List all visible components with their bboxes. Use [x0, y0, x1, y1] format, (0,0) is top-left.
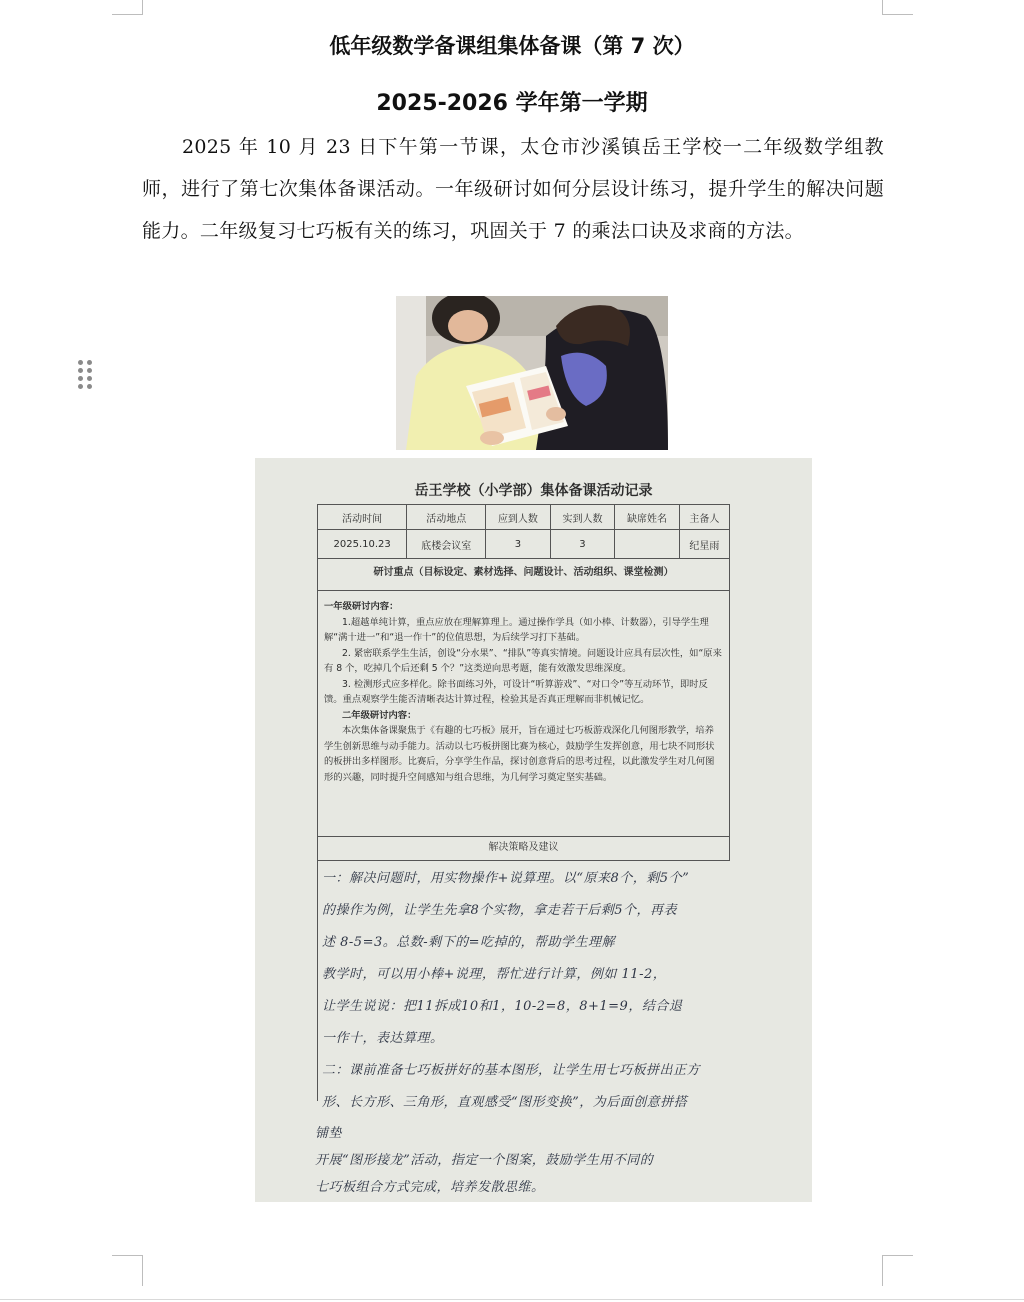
grade1-item: 2. 紧密联系学生生活，创设“分水果”、“排队”等真实情境。问题设计应具有层次性，如“原来有 8 个，吃掉几个后还剩 5 个？”这类逆向思考题，能有效激发思维深度。: [324, 647, 722, 674]
focus-header: 研讨重点（目标设定、素材选择、问题设计、活动组织、课堂检测）: [373, 567, 674, 578]
document-subtitle: 2025-2026 学年第一学期: [376, 91, 648, 116]
handwritten-line: 的操作为例，让学生先拿8个实物，拿走若干后剩5个，再表: [322, 903, 678, 918]
table-cell: 纪星雨: [679, 530, 729, 559]
handwritten-line: 教学时，可以用小棒+说理，帮忙进行计算，例如 11-2，: [322, 967, 667, 982]
grade2-heading: 二年级研讨内容：: [342, 709, 417, 721]
table-cell: 3: [486, 530, 551, 559]
table-header-row: [318, 505, 730, 530]
handwritten-line: 形、长方形、三角形，直观感受“图形变换”，为后面创意拼搭: [322, 1095, 688, 1110]
record-title: 岳王学校（小学部）集体备课活动记录: [414, 483, 653, 499]
page-corner-mark: [882, 0, 913, 15]
page-corner-mark: [882, 1255, 913, 1286]
page-corner-mark: [112, 0, 143, 15]
header-cell: 实到人数: [550, 505, 615, 530]
students-reading-photo: [396, 296, 668, 450]
handwritten-line: 让学生说说：把11拆成10和1，10-2=8，8+1=9，结合退: [322, 999, 683, 1014]
record-info-table: [317, 504, 730, 559]
solution-header-box: [317, 837, 730, 861]
grade1-item: 1.超越单纯计算，重点应放在理解算理上。通过操作学具（如小棒、计数器），引导学生理解“满十进一”和“退一作十”的位值思想，为后续学习打下基础。: [324, 616, 709, 643]
handwritten-line: 七巧板组合方式完成，培养发散思维。: [315, 1180, 545, 1195]
handwritten-continuation: [311, 1118, 799, 1202]
focus-header-box: [317, 557, 730, 591]
handwritten-notes-box: [317, 861, 730, 1110]
header-cell: 活动地点: [407, 505, 486, 530]
drag-handle-icon[interactable]: [78, 360, 98, 390]
discussion-content-box: [317, 591, 730, 837]
header-cell: 应到人数: [486, 505, 551, 530]
grade1-heading: 一年级研讨内容：: [324, 601, 399, 612]
handwritten-line: 开展“图形接龙”活动，指定一个图案，鼓励学生用不同的: [315, 1153, 654, 1168]
grade1-item: 3. 检测形式应多样化。除书面练习外，可设计“听算游戏”、“对口令”等互动环节，即时反馈。重点观察学生能否清晰表达计算过程，检验其是否真正理解而非机械记忆。: [324, 678, 708, 705]
page-divider: [0, 1299, 1024, 1300]
handwritten-line: 二：课前准备七巧板拼好的基本图形，让学生用七巧板拼出正方: [322, 1063, 701, 1078]
header-cell: 活动时间: [318, 505, 407, 530]
table-cell: 2025.10.23: [318, 530, 407, 559]
table-row: [318, 530, 730, 559]
handwritten-line: 一作十，表达算理。: [322, 1031, 444, 1046]
document-title: 低年级数学备课组集体备课（第 7 次）: [329, 34, 695, 58]
solution-header: 解决策略及建议: [488, 842, 559, 853]
body-paragraph: 2025 年 10 月 23 日下午第一节课，太仓市沙溪镇岳王学校一二年级数学组教师，进行了第七次集体备课活动。一年级研讨如何分层设计练习，提升学生的解决问题能力。二年级复习七巧板有关的练习，巩固关于 7 的乘法口诀及求商的方法。: [142, 136, 884, 242]
table-cell: 3: [550, 530, 615, 559]
header-cell: 主备人: [679, 505, 729, 530]
header-cell: 缺席姓名: [615, 505, 680, 530]
handwritten-line: 一：解决问题时，用实物操作+说算理。以“原来8个，剩5个”: [322, 871, 690, 886]
table-cell: 底楼会议室: [407, 530, 486, 559]
grade2-text: 本次集体备课聚焦于《有趣的七巧板》展开，旨在通过七巧板游戏深化几何图形教学，培养学生创新思维与动手能力。活动以七巧板拼图比赛为核心，鼓励学生发挥创意，用七块不同形状的板拼出多样图形。比赛后，分享学生作品，探讨创意背后的思考过程，以此激发学生对几何图形的兴趣，同时提升空间感知与组合思维，为几何学习奠定坚实基础。: [324, 725, 715, 783]
table-cell: [615, 530, 680, 559]
handwritten-line: 述 8-5=3。总数-剩下的=吃掉的，帮助学生理解: [322, 935, 616, 950]
page-corner-mark: [112, 1255, 143, 1286]
scanned-record-sheet: [255, 458, 812, 1202]
handwritten-line: 铺垫: [315, 1126, 343, 1141]
